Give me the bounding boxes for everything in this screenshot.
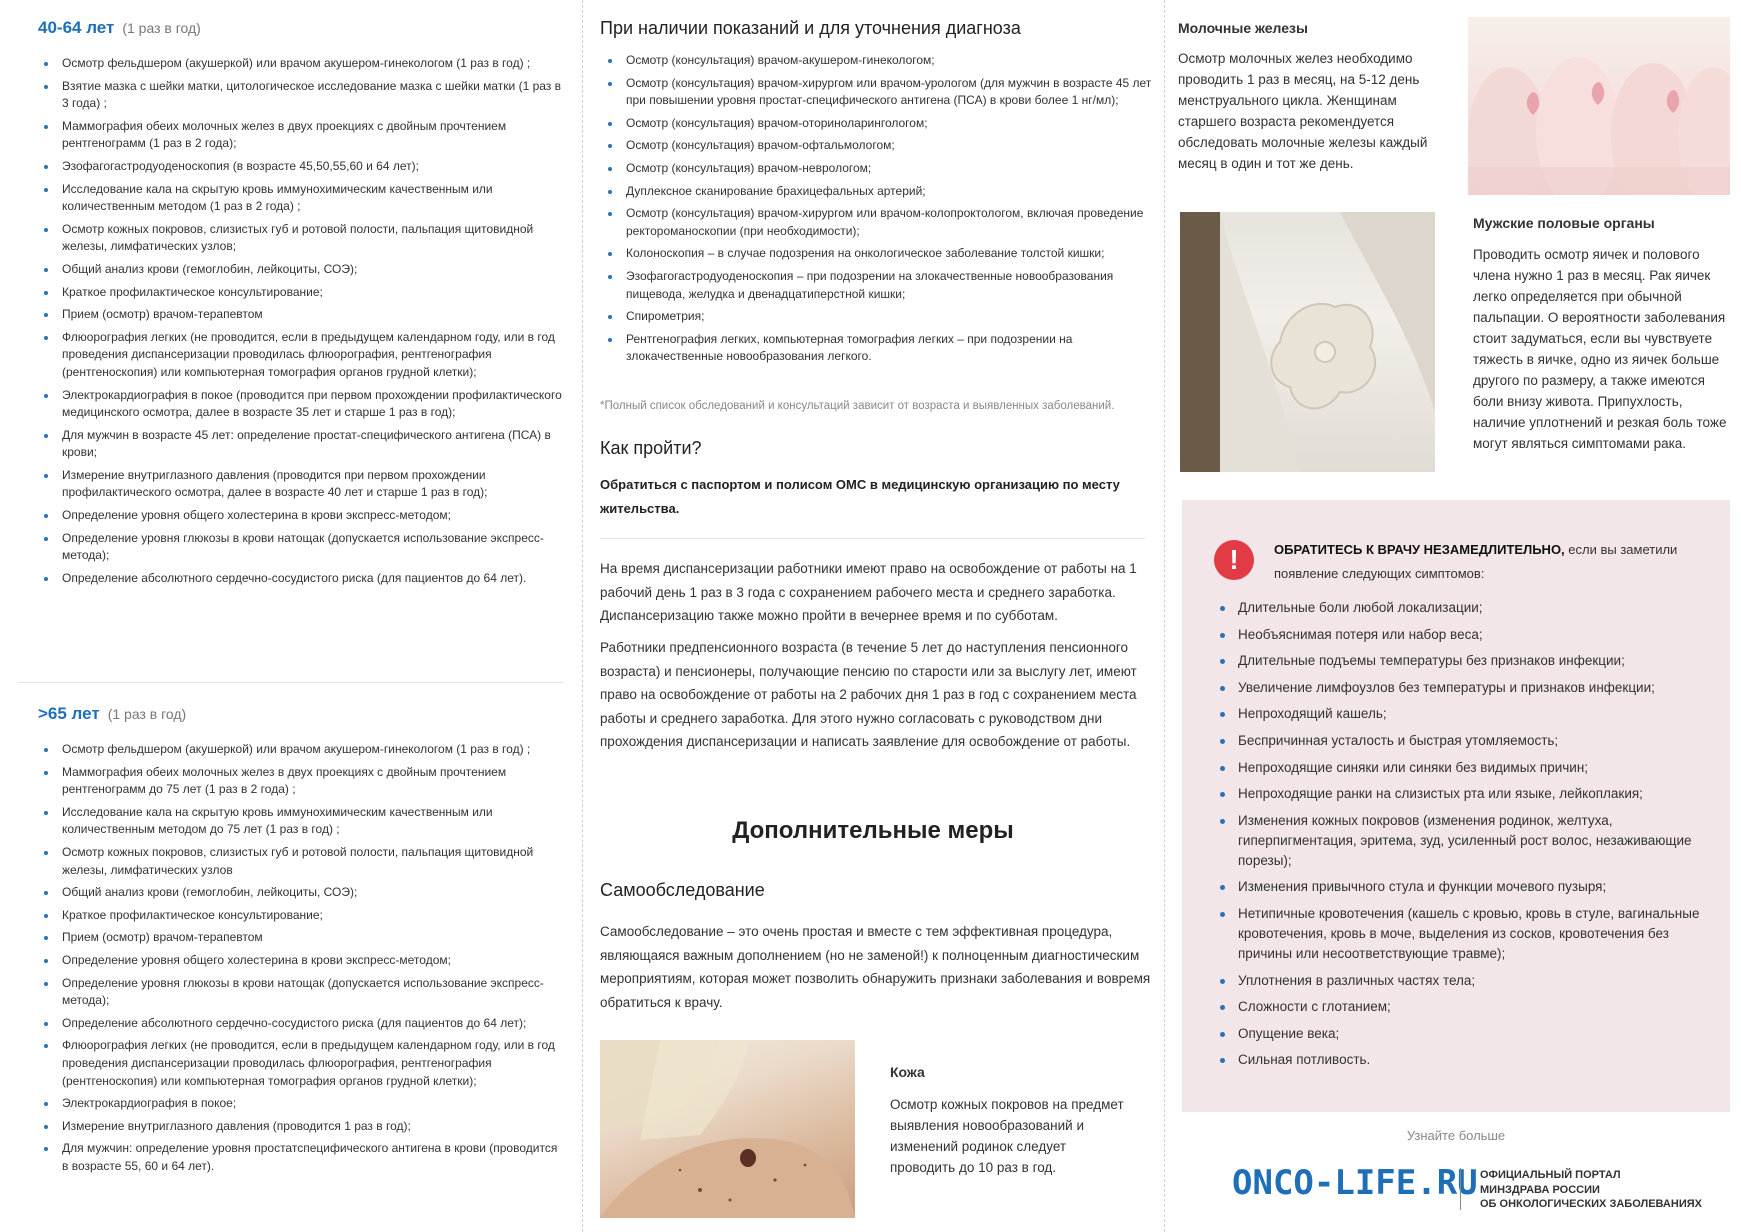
symptom-item: Изменения привычного стула и функции мочевого пузыря; — [1238, 877, 1718, 897]
list-item: Прием (осмотр) врачом-терапевтом — [36, 929, 566, 947]
breast-photo-illustration — [1468, 17, 1730, 195]
brand-divider — [1460, 1168, 1461, 1210]
list-item: Общий анализ крови (гемоглобин, лейкоциты, СОЭ); — [36, 884, 566, 902]
age-40-64-frequency: (1 раз в год) — [122, 20, 201, 36]
column-age-groups — [0, 0, 582, 1232]
symptom-item: Беспричинная усталость и быстрая утомляемость; — [1238, 731, 1718, 751]
age-40-64-title: 40-64 лет — [38, 18, 115, 37]
list-item: Исследование кала на скрытую кровь иммунохимическим качественным или количественным методом до 75 лет (1 раз в год) ; — [36, 804, 566, 839]
age-65-heading — [38, 704, 186, 724]
list-item: Определение уровня глюкозы в крови натощак (допускается использование экспресс-метода); — [36, 975, 566, 1010]
list-item: Осмотр (консультация) врачом-хирургом или врачом-колопроктологом, включая проведение ректороманоскопии (при необходимости); — [600, 205, 1160, 240]
skin-text: Осмотр кожных покровов на предмет выявления новообразований и изменений родинок следует проводить до 10 раз в год. — [890, 1097, 1124, 1175]
male-photo — [1180, 212, 1435, 472]
age-40-64-heading — [38, 18, 201, 38]
list-item: Общий анализ крови (гемоглобин, лейкоциты, СОЭ); — [36, 261, 566, 279]
list-item: Для мужчин в возрасте 45 лет: определение простат-специфического антигена (ПСА) в крови; — [36, 427, 566, 462]
symptom-item: Непроходящие ранки на слизистых рта или языке, лейкоплакия; — [1238, 784, 1718, 804]
list-item: Электрокардиография в покое (проводится при первом прохождении профилактического медицинского осмотра, далее в возрасте 35 лет и старше 1 раз в год); — [36, 387, 566, 422]
list-item: Осмотр кожных покровов, слизистых губ и ротовой полости, пальпация щитовидной железы, лимфатических узлов; — [36, 221, 566, 256]
urgent-intro — [1274, 538, 1704, 586]
urgent-symptoms-box — [1182, 500, 1730, 1112]
indications-list — [600, 52, 1160, 371]
list-item: Осмотр фельдшером (акушеркой) или врачом акушером-гинекологом (1 раз в год) ; — [36, 55, 566, 73]
portal-caption — [1480, 1168, 1702, 1212]
symptoms-list — [1238, 598, 1718, 1077]
list-item: Определение абсолютного сердечно-сосудистого риска (для пациентов до 64 лет); — [36, 1015, 566, 1033]
section-divider — [18, 682, 563, 683]
list-item: Осмотр (консультация) врачом-акушером-гинекологом; — [600, 52, 1160, 70]
symptom-item: Длительные подъемы температуры без признаков инфекции; — [1238, 651, 1718, 671]
symptom-item: Изменения кожных покровов (изменения родинок, желтуха, гиперпигментация, эритема, зуд, усиленный рост волос, незаживающие порезы); — [1238, 811, 1718, 871]
list-item: Электрокардиография в покое; — [36, 1095, 566, 1113]
symptom-item: Опущение века; — [1238, 1024, 1718, 1044]
symptom-item: Непроходящие синяки или синяки без видимых причин; — [1238, 758, 1718, 778]
list-item: Флюорография легких (не проводится, если в предыдущем календарном году, или в год проведения диспансеризации проводилась флюорография, рентгенография (рентгеноскопия) или компьютерная томография органов грудной клетки); — [36, 1037, 566, 1090]
list-item: Определение абсолютного сердечно-сосудистого риска (для пациентов до 64 лет). — [36, 570, 566, 588]
symptom-item: Сложности с глотанием; — [1238, 997, 1718, 1017]
breast-photo — [1468, 17, 1730, 195]
list-item: Осмотр кожных покровов, слизистых губ и ротовой полости, пальпация щитовидной железы, лимфатических узлов — [36, 844, 566, 879]
symptom-item: Непроходящий кашель; — [1238, 704, 1718, 724]
list-item: Осмотр (консультация) врачом-неврологом; — [600, 160, 1160, 178]
brand-logo-text[interactable]: ONCO-LIFE.RU — [1232, 1163, 1478, 1203]
list-item: Для мужчин: определение уровня простатспецифического антигена в крови (проводится в возрасте 55, 60 и 64 лет). — [36, 1140, 566, 1175]
symptom-item: Увеличение лимфоузлов без температуры и признаков инфекции; — [1238, 678, 1718, 698]
list-item: Прием (осмотр) врачом-терапевтом — [36, 306, 566, 324]
symptom-item: Нетипичные кровотечения (кашель с кровью, кровь в стуле, вагинальные кровотечения, кровь в моче, выделения из сосков, кровотечения без причины или несоответствующие травме); — [1238, 904, 1718, 964]
list-item: Эзофагогастродуоденоскопия – при подозрении на злокачественные новообразования пищевода, желудка и двенадцатиперстной кишки; — [600, 268, 1160, 303]
list-item: Измерение внутриглазного давления (проводится 1 раз в год); — [36, 1118, 566, 1136]
breast-text: Осмотр молочных желез необходимо проводить 1 раз в месяц, на 5-12 день менструального цикла. Женщинам старшего возраста рекомендуется обследовать молочные железы каждый месяц в один и тот же день. — [1178, 51, 1428, 171]
list-item: Дуплексное сканирование брахицефальных артерий; — [600, 183, 1160, 201]
how-bold-text: Обратиться с паспортом и полисом ОМС в медицинскую организацию по месту жительства. — [600, 477, 1120, 516]
list-item: Краткое профилактическое консультирование; — [36, 907, 566, 925]
how-heading: Как пройти? — [600, 438, 702, 458]
list-item: Исследование кала на скрытую кровь иммунохимическим качественным или количественным методом (1 раз в 2 года) ; — [36, 181, 566, 216]
list-item: Маммография обеих молочных желез в двух проекциях с двойным прочтением рентгенограмм до 75 лет (1 раз в 2 года) ; — [36, 764, 566, 799]
portal-line-3: ОБ ОНКОЛОГИЧЕСКИХ ЗАБОЛЕВАНИЯХ — [1480, 1198, 1702, 1210]
how-paragraph-2: Работники предпенсионного возраста (в течение 5 лет до наступления пенсионного возраста) и пенсионеры, получающие пенсию по старости или за выслугу лет, имеют право на освобождение от работы на 2 рабочих дня 1 раз в год с сохранением места работы и среднего заработка. Для этого нужно согласовать с руководством дни прохождения диспансеризации и написать заявление для освобождение от работы. — [600, 640, 1137, 749]
symptom-item: Длительные боли любой локализации; — [1238, 598, 1718, 618]
list-item: Измерение внутриглазного давления (проводится при первом прохождении профилактического осмотра, далее в возрасте 40 лет и старше 1 раз в год); — [36, 467, 566, 502]
list-item: Осмотр (консультация) врачом-хирургом или врачом-урологом (для мужчин в возрасте 45 лет при повышении уровня простат-специфического антигена (ПСА) в крови более 1 нг/мл); — [600, 75, 1160, 110]
list-item: Рентгенография легких, компьютерная томография легких – при подозрении на злокачественные новообразования легкого. — [600, 331, 1160, 366]
self-exam-heading: Самообследование — [600, 880, 765, 900]
skin-photo — [600, 1040, 855, 1218]
section-divider — [600, 538, 1145, 539]
age-65-frequency: (1 раз в год) — [107, 706, 187, 722]
urgent-bold: ОБРАТИТЕСЬ К ВРАЧУ НЕЗАМЕДЛИТЕЛЬНО, — [1274, 542, 1565, 557]
portal-line-2: МИНЗДРАВА РОССИИ — [1480, 1183, 1600, 1196]
list-item: Осмотр (консультация) врачом-оториноларингологом; — [600, 115, 1160, 133]
skin-photo-illustration — [600, 1040, 855, 1218]
indications-note: *Полный список обследований и консультаций зависит от возраста и выявленных заболеваний. — [600, 400, 1115, 412]
list-item: Колоноскопия – в случае подозрения на онкологическое заболевание толстой кишки; — [600, 245, 1160, 263]
symptom-item: Необъяснимая потеря или набор веса; — [1238, 625, 1718, 645]
list-item: Определение уровня общего холестерина в крови экспресс-методом; — [36, 952, 566, 970]
list-item: Флюорография легких (не проводится, если в предыдущем календарном году, или в год проведения диспансеризации проводилась флюорография, рентгенография (рентгеноскопия) или компьютерная томография органов грудной клетки); — [36, 329, 566, 382]
skin-title: Кожа — [890, 1064, 925, 1080]
urgent-rest: если вы заметили появление следующих симптомов: — [1274, 542, 1678, 581]
exclamation-icon: ! — [1214, 540, 1254, 580]
age-40-64-list — [36, 55, 566, 592]
indications-heading: При наличии показаний и для уточнения диагноза — [600, 18, 1021, 38]
learn-more-text: Узнайте больше — [1406, 1128, 1506, 1143]
list-item: Краткое профилактическое консультирование; — [36, 284, 566, 302]
male-text: Проводить осмотр яичек и полового члена нужно 1 раз в месяц. Рак яичек легко определяется при обычной пальпации. О вероятности заболевания стоит задуматься, если вы чувствуете тяжесть в яичке, одно из яичек больше другого по размеру, а также имеются боли внизу живота. Припухлость, наличие уплотнений и резкая боль тоже могут являться симптомами рака. — [1473, 247, 1727, 451]
list-item: Спирометрия; — [600, 308, 1160, 326]
symptom-item: Сильная потливость. — [1238, 1050, 1718, 1070]
extra-measures-heading: Дополнительные меры — [732, 817, 1014, 844]
age-65-title: >65 лет — [38, 704, 100, 723]
male-title: Мужские половые органы — [1473, 215, 1655, 231]
male-photo-illustration — [1180, 212, 1435, 472]
list-item: Определение уровня общего холестерина в крови экспресс-методом; — [36, 507, 566, 525]
breast-title: Молочные железы — [1178, 20, 1308, 36]
age-65-list — [36, 741, 566, 1180]
portal-line-1: ОФИЦИАЛЬНЫЙ ПОРТАЛ — [1480, 1169, 1621, 1181]
how-paragraph-1: На время диспансеризации работники имеют право на освобождение от работы на 1 рабочий день 1 раз в 3 года с сохранением рабочего места и среднего заработка. Диспансеризацию также можно пройти в вечернее время и по субботам. — [600, 561, 1137, 623]
column-indications — [582, 0, 1164, 1232]
list-item: Маммография обеих молочных желез в двух проекциях с двойным прочтением рентгенограмм (1 раз в 2 года); — [36, 118, 566, 153]
symptom-item: Уплотнения в различных частях тела; — [1238, 971, 1718, 991]
list-item: Осмотр (консультация) врачом-офтальмологом; — [600, 137, 1160, 155]
list-item: Взятие мазка с шейки матки, цитологическое исследование мазка с шейки матки (1 раз в 3 года) ; — [36, 78, 566, 113]
list-item: Осмотр фельдшером (акушеркой) или врачом акушером-гинекологом (1 раз в год) ; — [36, 741, 566, 759]
list-item: Определение уровня глюкозы в крови натощак (допускается использование экспресс-метода); — [36, 530, 566, 565]
self-exam-text: Самообследование – это очень простая и вместе с тем эффективная процедура, являющаяся важным дополнением (но не заменой!) к полноценным диагностическим мероприятиям, которая может позволить обнаружить признаки заболевания и вовремя обратиться к врачу. — [600, 924, 1151, 1010]
list-item: Эзофагогастродуоденоскопия (в возрасте 45,50,55,60 и 64 лет); — [36, 158, 566, 176]
